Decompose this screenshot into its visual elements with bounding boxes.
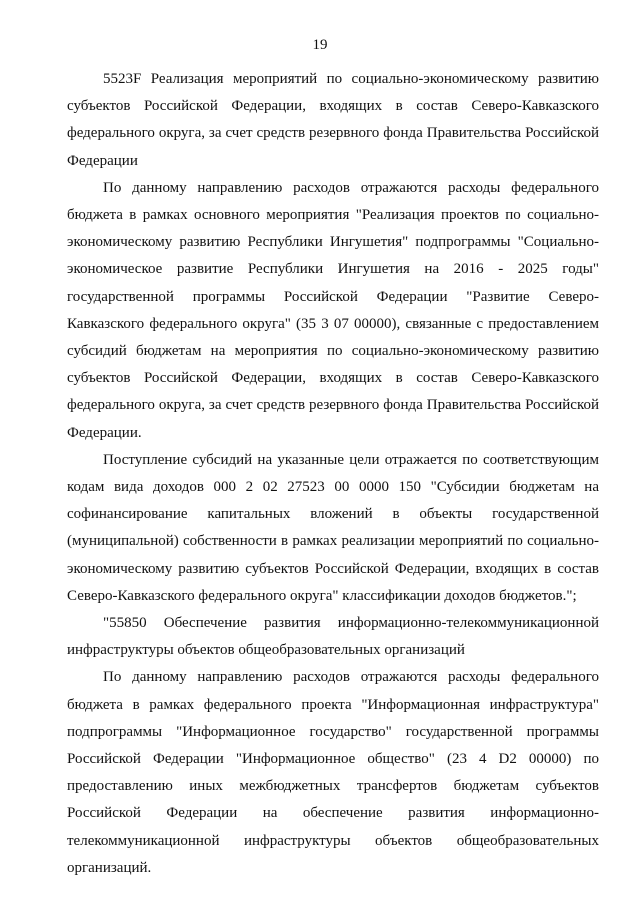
paragraph-55850-heading: "55850 Обеспечение развития информационно-телекоммуникационной инфраструктуры объектов общеобразовательных организаций — [67, 615, 599, 659]
paragraph-5523f-income-codes: Поступление субсидий на указанные цели отражается по соответствующим кодам вида доходов 000 2 02 27523 00 0000 150 "Субсидии бюджетам на софинансирование капитальных вложений в объекты государственной (муниципальной) собственности в рамках реализации мероприятий по социально-экономическому развитию субъектов Российской Федерации, входящих в состав Северо-Кавказского федерального округа" классификации доходов бюджетов."; — [67, 451, 599, 604]
paragraph-5523f-description: По данному направлению расходов отражаются расходы федерального бюджета в рамках основного мероприятия "Реализация проектов по социально-экономическому развитию Республики Ингушетия" подпрограммы "Социально-экономическое развитие Республики Ингушетия на 2016 - 2025 годы" государственной программы Российской Федерации "Развитие Северо-Кавказского федерального округа" (35 3 07 00000), связанные с предоставлением субсидий бюджетам на мероприятия по социально-экономическому развитию субъектов Российской Федерации, входящих в состав Северо-Кавказского федерального округа, за счет средств резервного фонда Правительства Российской Федерации. — [67, 179, 599, 441]
page-number: 19 — [312, 37, 328, 53]
paragraph-5523f-heading: 5523F Реализация мероприятий по социально-экономическому развитию субъектов Российской Федерации, входящих в состав Северо-Кавказского федерального округа, за счет средств резервного фонда Правительства Российской Федерации — [67, 71, 599, 169]
paragraph-55850-description: По данному направлению расходов отражаются расходы федерального бюджета в рамках федерального проекта "Информационная инфраструктура" подпрограммы "Информационное государство" государственной программы Российской Федерации "Информационное общество" (23 4 D2 00000) по предоставлению иных межбюджетных трансфертов бюджетам субъектов Российской Федерации на обеспечение развития информационно-телекоммуникационной инфраструктуры объектов общеобразовательных организаций. — [67, 669, 599, 876]
document-body — [67, 66, 599, 882]
